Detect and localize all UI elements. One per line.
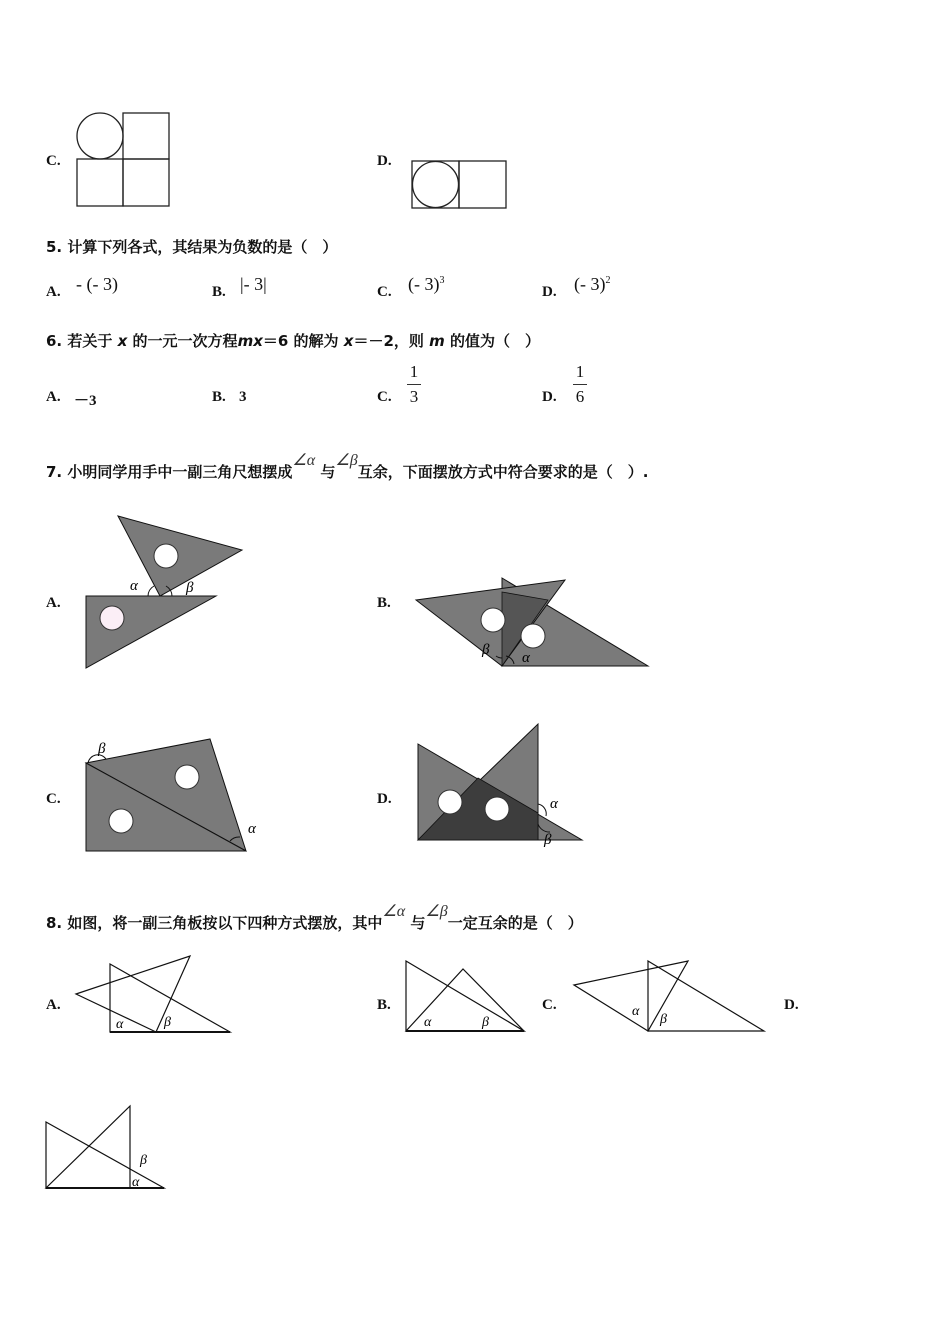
figure-circle bbox=[413, 162, 459, 208]
q8-option-a-letter: A. bbox=[46, 997, 61, 1013]
set-square-hole bbox=[481, 608, 505, 632]
q8-number: 8. bbox=[46, 914, 63, 932]
q6-stem-part: 的值为（ ） bbox=[450, 332, 541, 350]
angle-label-alpha: α bbox=[522, 650, 530, 666]
q7-option-a-letter: A. bbox=[46, 595, 61, 611]
q5-number: 5. bbox=[46, 238, 63, 256]
q8-option-d-figure bbox=[42, 1102, 172, 1194]
q5-option-b-letter: B. bbox=[212, 284, 226, 300]
q5-option-a-letter: A. bbox=[46, 284, 61, 300]
fraction-bar bbox=[407, 384, 421, 385]
angle-label-alpha: α bbox=[132, 1175, 140, 1190]
q5-option-d-letter: D. bbox=[542, 284, 557, 300]
set-square-hole bbox=[438, 790, 462, 814]
set-square-outline bbox=[574, 961, 688, 1031]
q7-stem-b: 互余，下面摆放方式中符合要求的是（ ）. bbox=[357, 463, 649, 481]
q5-option-c-letter: C. bbox=[377, 284, 392, 300]
figure-circle bbox=[77, 113, 123, 159]
angle-arc bbox=[538, 804, 546, 816]
q7-stem bbox=[46, 452, 649, 482]
q5-option-d-expr bbox=[574, 274, 610, 295]
q8-option-d-letter: D. bbox=[784, 997, 799, 1013]
q6-option-d-letter: D. bbox=[542, 389, 557, 405]
q6-var-x: x bbox=[117, 332, 128, 350]
angle-label-alpha: α bbox=[248, 821, 256, 837]
q6-stem-part: 若关于 bbox=[67, 332, 113, 350]
set-square-hole bbox=[485, 797, 509, 821]
q7-join: 与 bbox=[320, 463, 336, 481]
angle-label-beta: β bbox=[140, 1153, 147, 1168]
q6-stem-part: ＝－2，则 bbox=[353, 332, 424, 350]
angle-label-beta: β bbox=[164, 1015, 171, 1030]
q6-option-c-letter: C. bbox=[377, 389, 392, 405]
figure-square bbox=[459, 161, 506, 208]
angle-label-alpha: α bbox=[130, 578, 138, 594]
q4-option-d-letter: D. bbox=[377, 153, 392, 169]
q8-option-c-figure bbox=[568, 955, 768, 1037]
q5-option-c-base: (- 3) bbox=[408, 274, 440, 294]
set-square-triangle bbox=[86, 596, 216, 668]
figure-square bbox=[123, 159, 169, 206]
q8-stem bbox=[46, 903, 583, 933]
q6-option-a-letter: A. bbox=[46, 389, 61, 405]
q6-option-c-fraction bbox=[407, 362, 421, 407]
q6-stem-part: ＝6 的解为 bbox=[262, 332, 339, 350]
angle-label-alpha: α bbox=[632, 1004, 640, 1019]
q8-option-b-letter: B. bbox=[377, 997, 391, 1013]
q7-angle-beta: ∠β bbox=[335, 452, 358, 469]
q6-stem bbox=[46, 330, 540, 351]
q6-var-mx: mx bbox=[237, 332, 263, 350]
set-square-hole bbox=[175, 765, 199, 789]
q4-option-d-figure bbox=[409, 158, 511, 212]
set-square-hole bbox=[100, 606, 124, 630]
q8-join: 与 bbox=[410, 914, 426, 932]
q6-option-a-text: －3 bbox=[74, 393, 97, 409]
q5-option-d-base: (- 3) bbox=[574, 274, 606, 294]
angle-label-alpha: α bbox=[116, 1017, 124, 1032]
q5-option-c-exponent: 3 bbox=[439, 275, 445, 286]
q8-option-a-figure bbox=[72, 950, 237, 1038]
q6-option-d-fraction bbox=[573, 362, 587, 407]
q5-option-c-expr bbox=[408, 274, 444, 295]
angle-label-alpha: α bbox=[550, 796, 558, 812]
q5-stem-text: 计算下列各式，其结果为负数的是（ ） bbox=[67, 238, 338, 256]
angle-label-beta: β bbox=[482, 1015, 489, 1030]
q7-option-c-letter: C. bbox=[46, 791, 61, 807]
q6-var-x: x bbox=[343, 332, 354, 350]
q8-stem-a: 如图，将一副三角板按以下四种方式摆放，其中 bbox=[67, 914, 383, 932]
q7-angle-alpha: ∠α bbox=[292, 452, 316, 469]
q7-number: 7. bbox=[46, 463, 63, 481]
q5-stem bbox=[46, 236, 337, 257]
q7-option-b-letter: B. bbox=[377, 595, 391, 611]
q6-var-m: m bbox=[429, 332, 445, 350]
fraction-bar bbox=[573, 384, 587, 385]
q8-angle-beta: ∠β bbox=[425, 903, 448, 920]
angle-label-beta: β bbox=[186, 580, 194, 596]
set-square-outline bbox=[76, 956, 190, 1032]
q7-option-c-figure bbox=[80, 735, 265, 857]
q8-option-b-figure bbox=[400, 955, 530, 1037]
angle-label-alpha: α bbox=[424, 1015, 432, 1030]
figure-square bbox=[77, 159, 123, 206]
q7-stem-a: 小明同学用手中一副三角尺想摆成 bbox=[67, 463, 293, 481]
q8-option-c-letter: C. bbox=[542, 997, 557, 1013]
q7-option-b-figure bbox=[410, 572, 655, 672]
angle-label-beta: β bbox=[98, 741, 106, 757]
q8-stem-b: 一定互余的是（ ） bbox=[447, 914, 583, 932]
q5-option-b-expr: |- 3| bbox=[240, 274, 267, 294]
q6-number: 6. bbox=[46, 332, 63, 350]
q7-option-d-figure bbox=[410, 720, 590, 850]
q8-angle-alpha: ∠α bbox=[382, 903, 406, 920]
angle-label-beta: β bbox=[544, 832, 552, 848]
angle-label-beta: β bbox=[660, 1012, 667, 1027]
fraction-denominator: 6 bbox=[575, 387, 585, 406]
q4-option-c-letter: C. bbox=[46, 153, 61, 169]
figure-square bbox=[123, 113, 169, 159]
q5-option-a-expr: - (- 3) bbox=[76, 274, 118, 294]
fraction-numerator: 1 bbox=[409, 362, 419, 381]
fraction-denominator: 3 bbox=[409, 387, 419, 406]
set-square-hole bbox=[154, 544, 178, 568]
angle-label-beta: β bbox=[482, 642, 490, 658]
fraction-numerator: 1 bbox=[575, 362, 585, 381]
set-square-hole bbox=[109, 809, 133, 833]
angle-arc bbox=[148, 586, 154, 596]
q6-stem-part: 的一元一次方程 bbox=[132, 332, 238, 350]
set-square-hole bbox=[521, 624, 545, 648]
q7-option-a-figure bbox=[80, 510, 250, 675]
q7-option-d-letter: D. bbox=[377, 791, 392, 807]
q6-option-b-text: 3 bbox=[239, 389, 247, 405]
set-square-outline bbox=[46, 1106, 130, 1188]
q5-option-d-exponent: 2 bbox=[605, 275, 611, 286]
q4-option-c-figure bbox=[74, 110, 174, 210]
q6-option-b-letter: B. bbox=[212, 389, 226, 405]
